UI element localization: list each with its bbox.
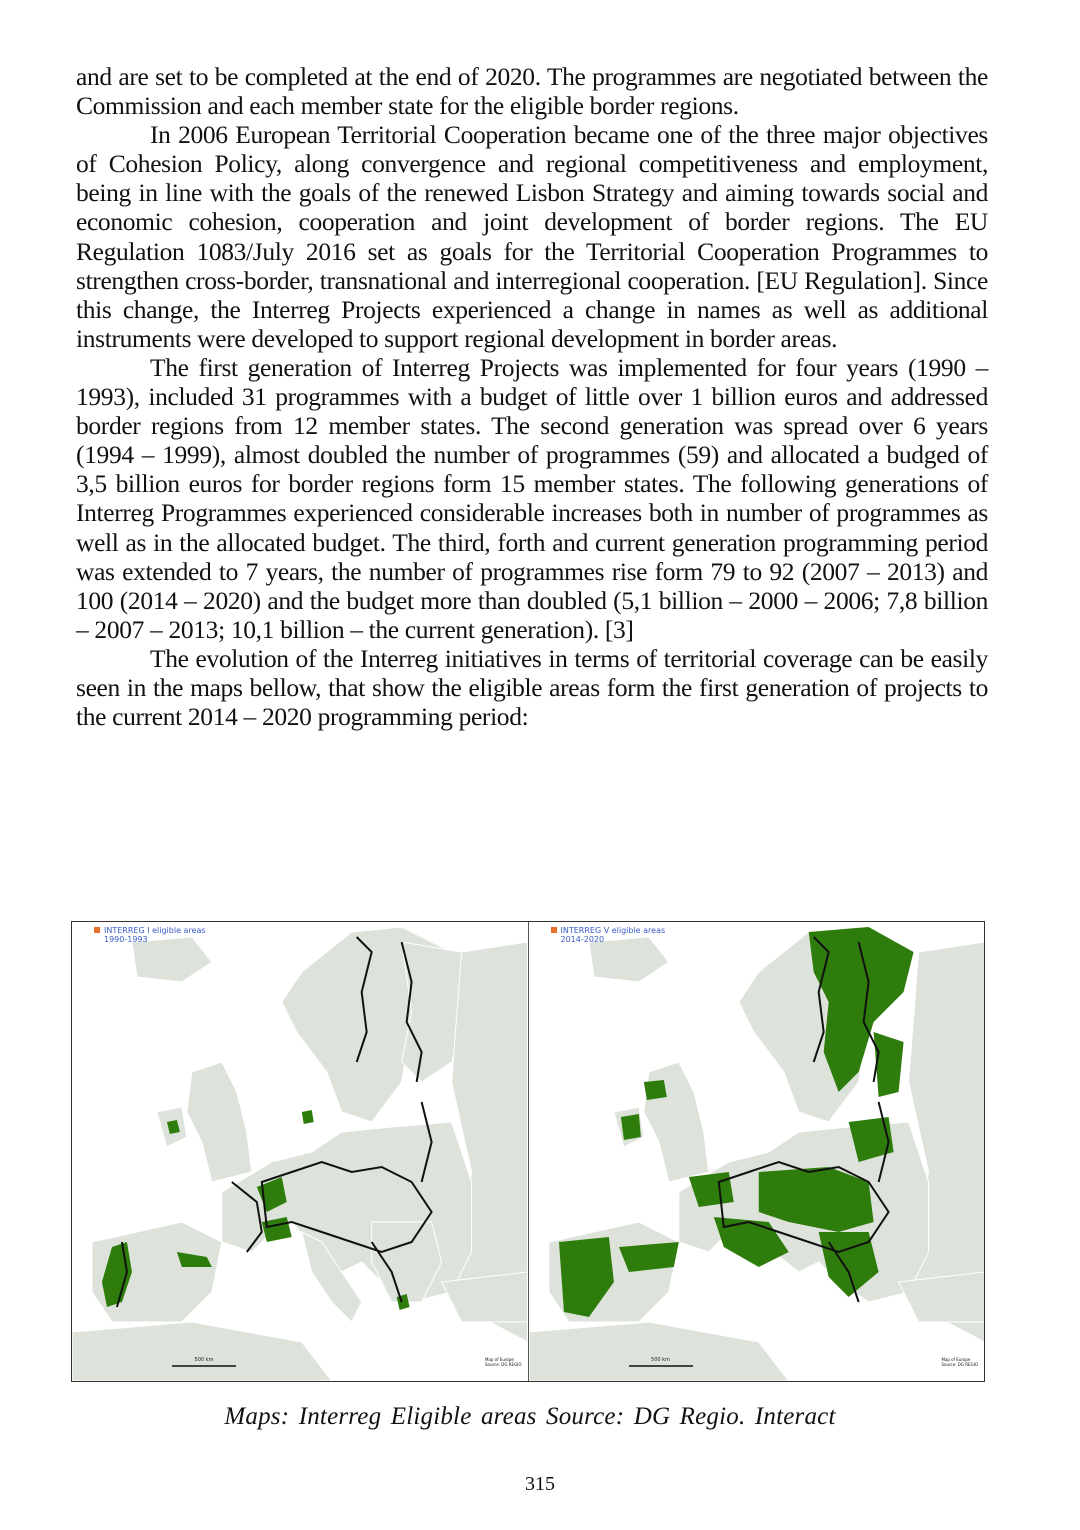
maps-figure	[71, 921, 985, 1382]
paragraph-3: The first generation of Interreg Projects was implemented for four years (1990 – 1993), included 31 programmes with a budget of little over 1 billion euros and addressed border regions from 12 member states. The second generation was spread over 6 years (1994 – 1999), almost doubled the number of programmes (59) and allocated a budged of 3,5 billion euros for border regions form 15 member states. The following generations of Interreg Programmes experienced considerable increases both in number of programmes as well as in the allocated budget. The third, forth and current generation programming period was extended to 7 years, the number of programmes rise form 79 to 92 (2007 – 2013) and 100 (2014 – 2020) and the budget more than doubled (5,1 billion – 2000 – 2006; 7,8 billion – 2007 – 2013; 10,1 billion – the current generation). [3]	[76, 352, 988, 644]
legend-label: INTERREG V eligible areas	[560, 926, 666, 935]
legend-period: 2014-2020	[560, 935, 605, 944]
scale-bar	[172, 1357, 236, 1367]
map-legend	[551, 926, 666, 944]
legend-label: INTERREG I eligible areas	[104, 926, 206, 935]
credit-line: Source: DG REGIO	[484, 1362, 522, 1367]
credit-line: Map of Europe	[484, 1357, 514, 1362]
legend-period: 1990-1993	[104, 935, 148, 944]
europe-map-graphic	[529, 922, 985, 1381]
map-legend	[94, 926, 206, 944]
north-africa-land	[72, 1322, 332, 1381]
scale-bar	[629, 1357, 693, 1367]
paragraph-1: and are set to be completed at the end of 2020. The programmes are negotiated between the Commission and each member state for the eligible border regions.	[76, 62, 988, 121]
europe-map-graphic	[72, 922, 528, 1381]
north-africa-land	[529, 1322, 789, 1381]
map-interreg-v	[528, 922, 985, 1381]
scale-bar-line	[629, 1365, 693, 1367]
legend-swatch-icon	[94, 927, 100, 933]
land-masses	[529, 927, 985, 1381]
map-interreg-i	[72, 922, 528, 1381]
scale-bar-line	[172, 1365, 236, 1367]
paragraph-4: The evolution of the Interreg initiatives in terms of territorial coverage can be easily seen in the maps bellow, that show the eligible areas form the first generation of projects to the current 2014 – 2020 programming period:	[76, 643, 988, 732]
eligible-ireland	[620, 1114, 640, 1140]
figure-caption: Maps: Interreg Eligible areas Source: DG Regio. Interact	[224, 1403, 836, 1430]
credit-line: Map of Europe	[941, 1357, 971, 1362]
paragraph-2: In 2006 European Territorial Cooperation became one of the three major objectives of Cohesion Policy, along convergence and regional competitiveness and employment, being in line with the goals of the renewed Lisbon Strategy and aiming towards social and economic cohesion, cooperation and joint development of border regions. The EU Regulation 1083/July 2016 set as goals for the Territorial Cooperation Programmes to strengthen cross-border, transnational and interregional cooperation. [EU Regulation]. Since this change, the Interreg Projects experienced a change in names as well as additional instruments were developed to support regional development in border areas.	[76, 120, 988, 353]
eligible-finland-east	[873, 1032, 903, 1097]
scale-label: 500 km	[651, 1357, 670, 1363]
credit-line: Source: DG REGIO	[941, 1362, 978, 1367]
legend-swatch-icon	[551, 927, 557, 933]
scale-label: 500 km	[194, 1357, 214, 1363]
uk-land	[187, 1062, 252, 1182]
map-credits	[485, 1357, 522, 1367]
page-number: 315	[525, 1473, 555, 1495]
land-masses	[72, 927, 528, 1381]
eligible-uk-scotland	[643, 1080, 666, 1100]
map-credits	[941, 1357, 978, 1367]
body-text	[76, 62, 988, 731]
eligible-denmark	[302, 1110, 314, 1124]
uk-land	[643, 1062, 708, 1182]
